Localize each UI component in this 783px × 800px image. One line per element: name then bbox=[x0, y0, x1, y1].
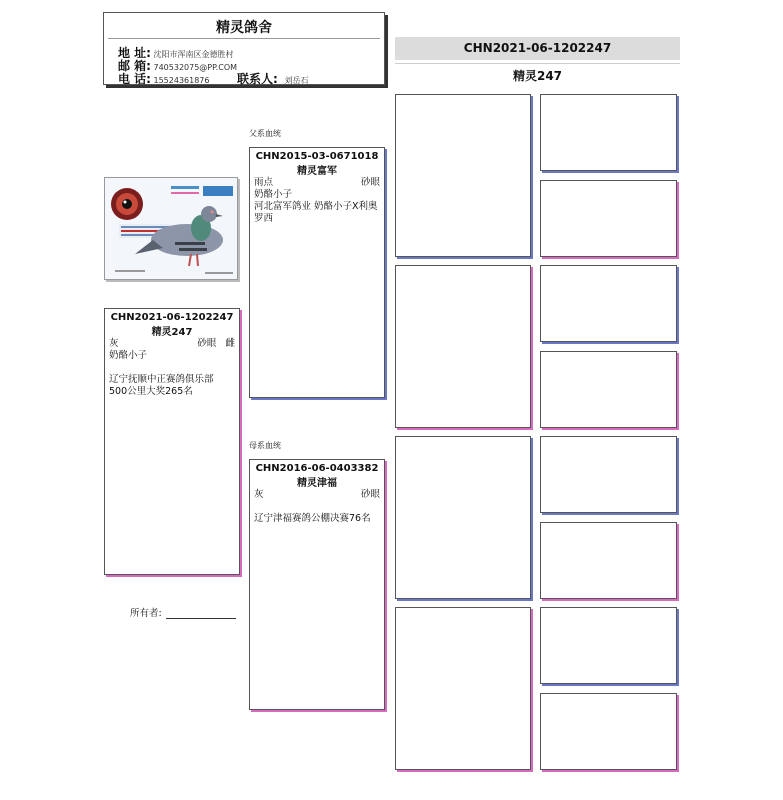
great-grandparent-card-1 bbox=[540, 94, 677, 171]
subject-note-1: 辽宁抚顺中正赛鸽俱乐部 bbox=[109, 374, 214, 385]
great-grandparent-card-5 bbox=[540, 436, 677, 513]
dam-section-label: 母系血统 bbox=[249, 441, 281, 450]
dam-eye: 砂眼 bbox=[360, 489, 380, 500]
spacer bbox=[250, 501, 384, 513]
sire-eye: 砂眼 bbox=[360, 177, 380, 188]
divider bbox=[395, 63, 680, 64]
spacer bbox=[105, 362, 239, 374]
dam-ring: CHN2016-06-0403382 bbox=[255, 463, 379, 474]
sire-traits bbox=[250, 177, 384, 189]
great-grandparent-card-2 bbox=[540, 180, 677, 257]
granddam-paternal-card bbox=[395, 265, 531, 428]
owner-blank[interactable] bbox=[166, 608, 236, 619]
subject-traits bbox=[105, 338, 239, 350]
address-value: 沈阳市浑南区金德胜村 bbox=[153, 50, 234, 59]
phone-row bbox=[118, 70, 309, 87]
sire-bloodline: 奶酪小子 bbox=[254, 189, 293, 200]
subject-card bbox=[104, 308, 240, 575]
subject-note-2: 500公里大奖265名 bbox=[109, 386, 193, 397]
address-label: 地 址: bbox=[118, 46, 151, 60]
dam-color: 灰 bbox=[254, 489, 264, 500]
sire-color: 雨点 bbox=[254, 177, 274, 188]
subject-color: 灰 bbox=[109, 338, 119, 349]
email-value: 740532075@PP.COM bbox=[153, 63, 238, 72]
phone-label: 电 话: bbox=[118, 72, 151, 86]
great-grandparent-card-7 bbox=[540, 607, 677, 684]
pigeon-photo bbox=[104, 177, 238, 280]
subject-eye-sex bbox=[197, 338, 235, 350]
sire-name: 精灵富军 bbox=[297, 166, 337, 177]
dam-traits bbox=[250, 489, 384, 501]
great-grandparent-card-3 bbox=[540, 265, 677, 342]
subject-name-header: 精灵247 bbox=[512, 69, 563, 83]
sire-section-label: 父系血统 bbox=[249, 129, 281, 138]
dam-note: 辽宁津福赛鸽公棚决赛76名 bbox=[254, 513, 371, 524]
owner-field bbox=[130, 605, 236, 619]
subject-eye: 砂眼 bbox=[197, 338, 217, 349]
grandsire-paternal-card bbox=[395, 94, 531, 257]
subject-ring: CHN2021-06-1202247 bbox=[110, 312, 234, 323]
owner-label: 所有者: bbox=[130, 608, 162, 619]
great-grandparent-card-6 bbox=[540, 522, 677, 599]
email-label: 邮 箱: bbox=[118, 59, 151, 73]
granddam-maternal-card bbox=[395, 607, 531, 770]
subject-name: 精灵247 bbox=[151, 327, 193, 338]
dam-card bbox=[249, 459, 385, 710]
loft-info-card bbox=[103, 12, 385, 85]
subject-bloodline: 奶酪小子 bbox=[109, 350, 148, 361]
great-grandparent-card-8 bbox=[540, 693, 677, 770]
great-grandparent-card-4 bbox=[540, 351, 677, 428]
loft-name: 精灵鸽舍 bbox=[108, 13, 380, 39]
dam-name: 精灵津福 bbox=[297, 478, 337, 489]
sire-note: 河北富军鸽业 奶酪小子X利奥罗西 bbox=[254, 201, 378, 224]
sire-ring: CHN2015-03-0671018 bbox=[255, 151, 379, 162]
subject-ring-header: CHN2021-06-1202247 bbox=[395, 37, 680, 60]
grandsire-maternal-card bbox=[395, 436, 531, 599]
contact-label: 联系人: bbox=[237, 72, 278, 86]
phone-value: 15524361876 bbox=[153, 76, 210, 85]
contact-value: 刘岳石 bbox=[284, 76, 309, 85]
pigeon-illustration bbox=[105, 178, 238, 280]
sire-card bbox=[249, 147, 385, 398]
subject-sex: 雌 bbox=[225, 338, 235, 349]
